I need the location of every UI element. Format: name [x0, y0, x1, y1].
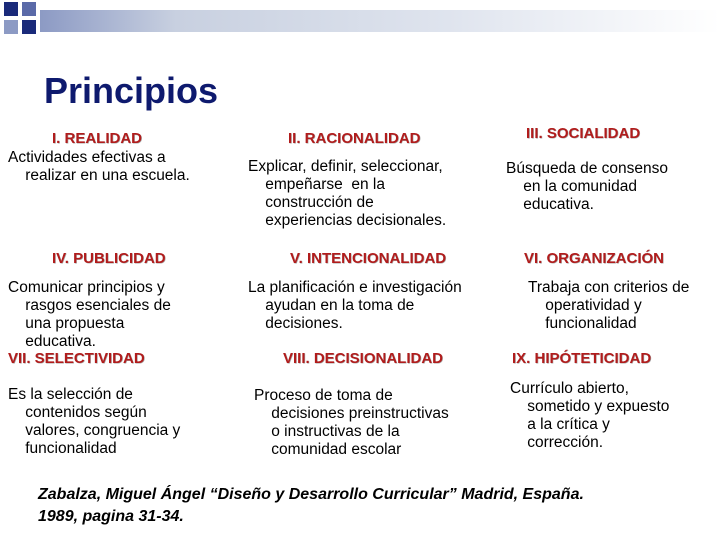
decorative-header-graphic: [0, 0, 720, 40]
page-title: Principios: [44, 70, 219, 111]
principle-heading: VIII. DECISIONALIDAD: [283, 350, 444, 367]
principle-text: Comunicar principios y rasgos esenciales de una propuesta educativa.: [8, 279, 171, 350]
principle-heading: VII. SELECTIVIDAD: [8, 350, 145, 367]
principle-heading: VI. ORGANIZACIÓN: [524, 250, 665, 267]
principle-text: Búsqueda de consenso en la comunidad educativa.: [506, 160, 669, 213]
principle-heading: I. REALIDAD: [52, 130, 142, 147]
decorative-bar: [40, 10, 720, 32]
principle-heading: IX. HIPÓTETICIDAD: [512, 350, 652, 367]
principle-text: Es la selección de contenidos según valores, congruencia y funcionalidad: [8, 386, 181, 457]
principle-heading: II. RACIONALIDAD: [288, 130, 421, 147]
decorative-square: [22, 2, 36, 16]
decorative-square: [4, 2, 18, 16]
bibliographic-reference: Zabalza, Miguel Ángel “Diseño y Desarrollo Curricular” Madrid, España. 1989, pagina 31-34.: [38, 486, 584, 525]
decorative-square: [22, 20, 36, 34]
principle-text: Trabaja con criterios de operatividad y funcionalidad: [528, 279, 690, 332]
principle-text: Currículo abierto, sometido y expuesto a la crítica y corrección.: [510, 380, 670, 451]
principle-heading: III. SOCIALIDAD: [526, 125, 641, 142]
principle-text: Proceso de toma de decisiones preinstructivas o instructivas de la comunidad escolar: [254, 387, 449, 458]
principle-text: La planificación e investigación ayudan en la toma de decisiones.: [248, 279, 462, 332]
principle-heading: IV. PUBLICIDAD: [52, 250, 166, 267]
decorative-square: [4, 20, 18, 34]
principle-text: Actividades efectivas a realizar en una escuela.: [8, 149, 190, 184]
principle-heading: V. INTENCIONALIDAD: [290, 250, 447, 267]
principle-text: Explicar, definir, seleccionar, empeñarse en la construcción de experiencias decisionales.: [248, 158, 447, 229]
